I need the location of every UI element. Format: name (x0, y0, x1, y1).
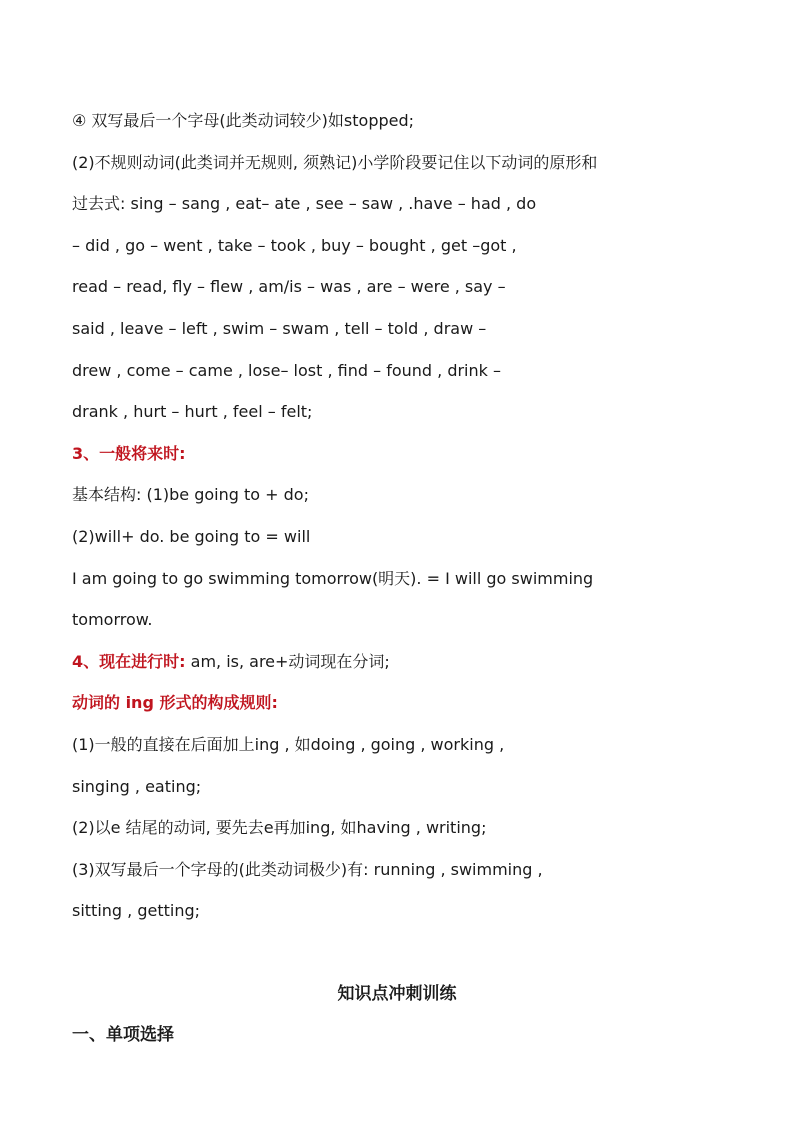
subheading-ing-rules: 动词的 ing 形式的构成规则: (72, 693, 278, 713)
text-line: drew , come – came , lose– lost , find – found , drink – (72, 360, 501, 380)
text-line: drank , hurt – hurt , feel – felt; (72, 402, 313, 422)
text-line: said , leave – left , swim – swam , tell – told , draw – (72, 318, 487, 338)
text-line: singing , eating; (72, 776, 202, 796)
heading-progressive-tense (72, 641, 754, 683)
text-line: (2)不规则动词(此类词并无规则, 须熟记)小学阶段要记住以下动词的原形和 (72, 152, 598, 172)
text-line: tomorrow. (72, 610, 153, 630)
text-line: – did , go – went , take – took , buy – bought , get –got , (72, 235, 517, 255)
text-line: (1)一般的直接在后面加上ing , 如doing , going , working , (72, 734, 505, 754)
text-line: (3)双写最后一个字母的(此类动词极少)有: running , swimming , (72, 859, 543, 879)
heading-future-tense: 3、一般将来时: (72, 443, 186, 463)
page-title: 知识点冲刺训练 (337, 983, 457, 1004)
text-line: (2)will+ do. be going to = will (72, 526, 311, 546)
text-line: 过去式: sing – sang , eat– ate , see – saw , .have – had , do (72, 194, 537, 214)
text-line: I am going to go swimming tomorrow(明天). = I will go swimming (72, 568, 594, 588)
heading-progressive-label: 4、现在进行时: (72, 651, 186, 671)
heading-progressive-rest: am, is, are+动词现在分词; (185, 651, 390, 671)
text-line: (2)以e 结尾的动词, 要先去e再加ing, 如having , writing; (72, 818, 487, 838)
section-heading: 一、单项选择 (72, 1025, 174, 1046)
text-line: ④ 双写最后一个字母(此类动词较少)如stopped; (72, 111, 415, 130)
text-line: sitting , getting; (72, 901, 201, 921)
text-line: read – read, fly – flew , am/is – was , are – were , say – (72, 277, 506, 297)
text-line: 基本结构: (1)be going to + do; (72, 485, 309, 505)
